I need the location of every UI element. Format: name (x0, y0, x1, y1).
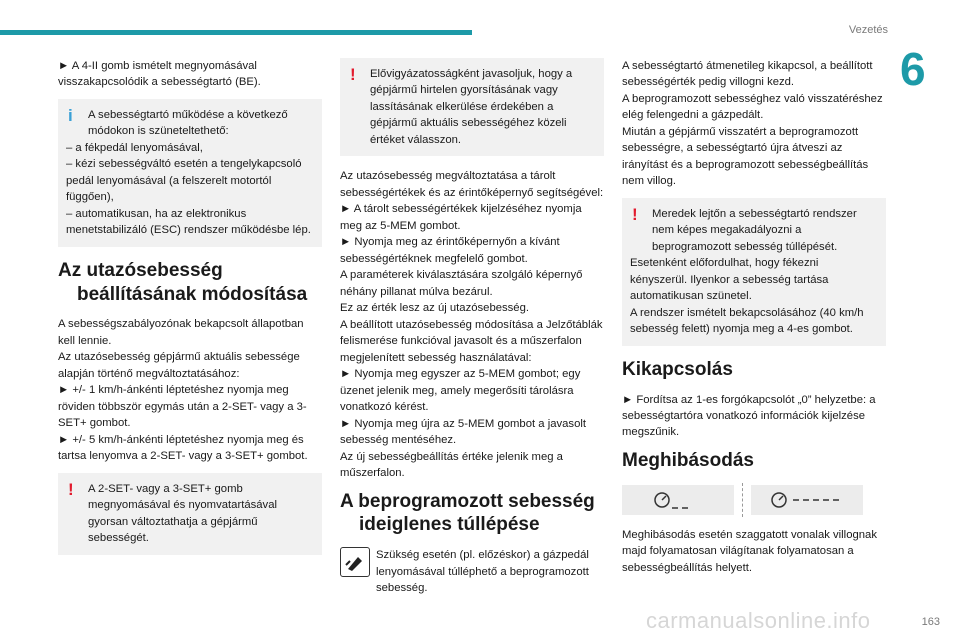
accelerator-pedal-icon (340, 547, 370, 577)
heading-line: A beprogramozott sebesség (340, 490, 595, 512)
cruise-control-icon (751, 485, 863, 515)
warning-text: Esetenként előfordulhat, hogy fékezni kényszerül. Ilyenkor a sebesség tartása automatikusan szünetel. (630, 257, 829, 303)
paragraph: A beprogramozott sebességhez való visszatéréshez elég felengedni a gázpedált. (622, 92, 883, 122)
warning-text: A 2-SET- vagy a 3-SET+ gomb megnyomásával és nyomvatartásával gyorsan változtathatja a gépjármű sebességét. (88, 482, 277, 545)
section-title: Vezetés (848, 24, 888, 36)
paragraph: ► Fordítsa az 1-es forgókapcsolót „0” helyzetbe: a sebességtartóra vonatkozó információk kijelzése megszűnik. (622, 393, 876, 439)
paragraph: ► A tárolt sebességértékek kijelzéséhez nyomja meg az 5-MEM gombot. (340, 203, 582, 232)
warning-icon: ! (632, 204, 638, 224)
heading-line: ideiglenes túllépése (359, 514, 540, 536)
column-2 (340, 58, 604, 599)
heading-line: beállításának módosítása (77, 283, 308, 305)
paragraph: Az új sebességbeállítás értéke jelenik meg a műszerfalon. (340, 450, 563, 480)
column-3 (622, 58, 886, 576)
paragraph: Miután a gépjármű visszatért a beprogramozott sebességre, a sebességtartó újra átveszi az irányítást és a beprogramozott sebességbeállítás nem villog. (622, 125, 869, 188)
paragraph: ► A 4-II gomb ismételt megnyomásával visszakapcsolódik a sebességtartó (BE). (58, 60, 261, 89)
paragraph: ► Nyomja meg újra az 5-MEM gombot a javasolt sebesség mentéséhez. (340, 417, 586, 447)
paragraph: A sebességtartó átmenetileg kikapcsol, a beállított sebességérték pedig villogni kezd. (622, 60, 873, 89)
paragraph: A paraméterek kiválasztására szolgáló képernyő néhány pillanat múlva bezárul. (340, 269, 583, 298)
cruise-control-icon (622, 485, 734, 515)
page-number: 163 (921, 616, 940, 628)
accelerator-tip (340, 547, 604, 596)
warning-text: A rendszer ismételt bekapcsolásához (40 km/h sebesség felett) nyomja meg a 4-es gombot. (630, 306, 864, 336)
info-box (58, 99, 322, 247)
info-line: A sebességtartó működése a következő módokon is szüneteltethető: (88, 108, 288, 138)
paragraph: Ez az érték lesz az új utazósebesség. (340, 302, 530, 315)
paragraph: ► Nyomja meg az érintőképernyőn a kívánt sebességértéknek megfelelő gombot. (340, 236, 560, 265)
warning-text: Elővigyázatosságként javasoljuk, hogy a gépjármű hirtelen gyorsításának vagy lassításának elkerülése érdekében a gépjármű aktuális sebességéhez közeli értéket válasszon. (370, 68, 573, 146)
warning-box (340, 58, 604, 156)
warning-box (58, 473, 322, 555)
paragraph: Az utazósebesség gépjármű aktuális sebessége alapján történő megváltoztatásához: (58, 351, 300, 380)
warning-icon: ! (350, 65, 356, 84)
divider (742, 483, 743, 517)
header-accent-bar (0, 30, 472, 35)
watermark: carmanualsonline.info (646, 608, 871, 633)
info-line: – a fékpedál lenyomásával, (66, 141, 203, 154)
info-line: – kézi sebességváltó esetén a tengelykapcsoló pedál lenyomásával (a felszerelt motortól függően), (66, 158, 302, 204)
chapter-number: 6 (900, 43, 926, 95)
section-heading: Meghibásodás (622, 449, 754, 471)
section-heading (340, 490, 604, 538)
info-icon: i (68, 105, 73, 125)
heading-line: Az utazósebesség (58, 259, 223, 281)
paragraph: ► Nyomja meg egyszer az 5-MEM gombot; egy üzenet jelenik meg, amely megerősíti tárolásra vonatkozó kérést. (340, 368, 581, 414)
paragraph: Meghibásodás esetén szaggatott vonalak villognak majd folyamatosan világítanak folyamatosan a sebességbeállítás helyett. (622, 528, 877, 574)
section-heading (58, 259, 322, 307)
paragraph: Az utazósebesség megváltoztatása a tárolt sebességértékek és az érintőképernyő segítségével: (340, 170, 604, 199)
paragraph: ► +/- 1 km/h-ánkénti léptetéshez nyomja meg röviden többször egymás után a 2-SET- vagy a 3-SET+ gombot. (58, 384, 307, 430)
section-heading: Kikapcsolás (622, 358, 733, 380)
fault-symbols (622, 483, 886, 517)
warning-box (622, 198, 886, 346)
paragraph: A beállított utazósebesség módosítása a Jelzőtáblák felismerése funkcióval javasolt és a műszerfalon megjelenített sebesség használatával: (340, 318, 603, 364)
warning-icon: ! (68, 479, 74, 499)
warning-text: Meredek lejtőn a sebességtartó rendszer nem képes megakadályozni a beprogramozott sebesség túllépését. (652, 207, 857, 253)
info-line: – automatikusan, ha az elektronikus menetstabilizáló (ESC) rendszer működésbe lép. (66, 207, 311, 237)
paragraph: A sebességszabályozónak bekapcsolt állapotban kell lennie. (58, 318, 304, 347)
paragraph: ► +/- 5 km/h-ánkénti léptetéshez nyomja meg és tartsa lenyomva a 2-SET- vagy a 3-SET+ gombot. (58, 433, 308, 463)
column-1 (58, 58, 322, 567)
tip-text: Szükség esetén (pl. előzéskor) a gázpedál lenyomásával túlléphető a beprogramozott sebesség. (376, 549, 589, 595)
